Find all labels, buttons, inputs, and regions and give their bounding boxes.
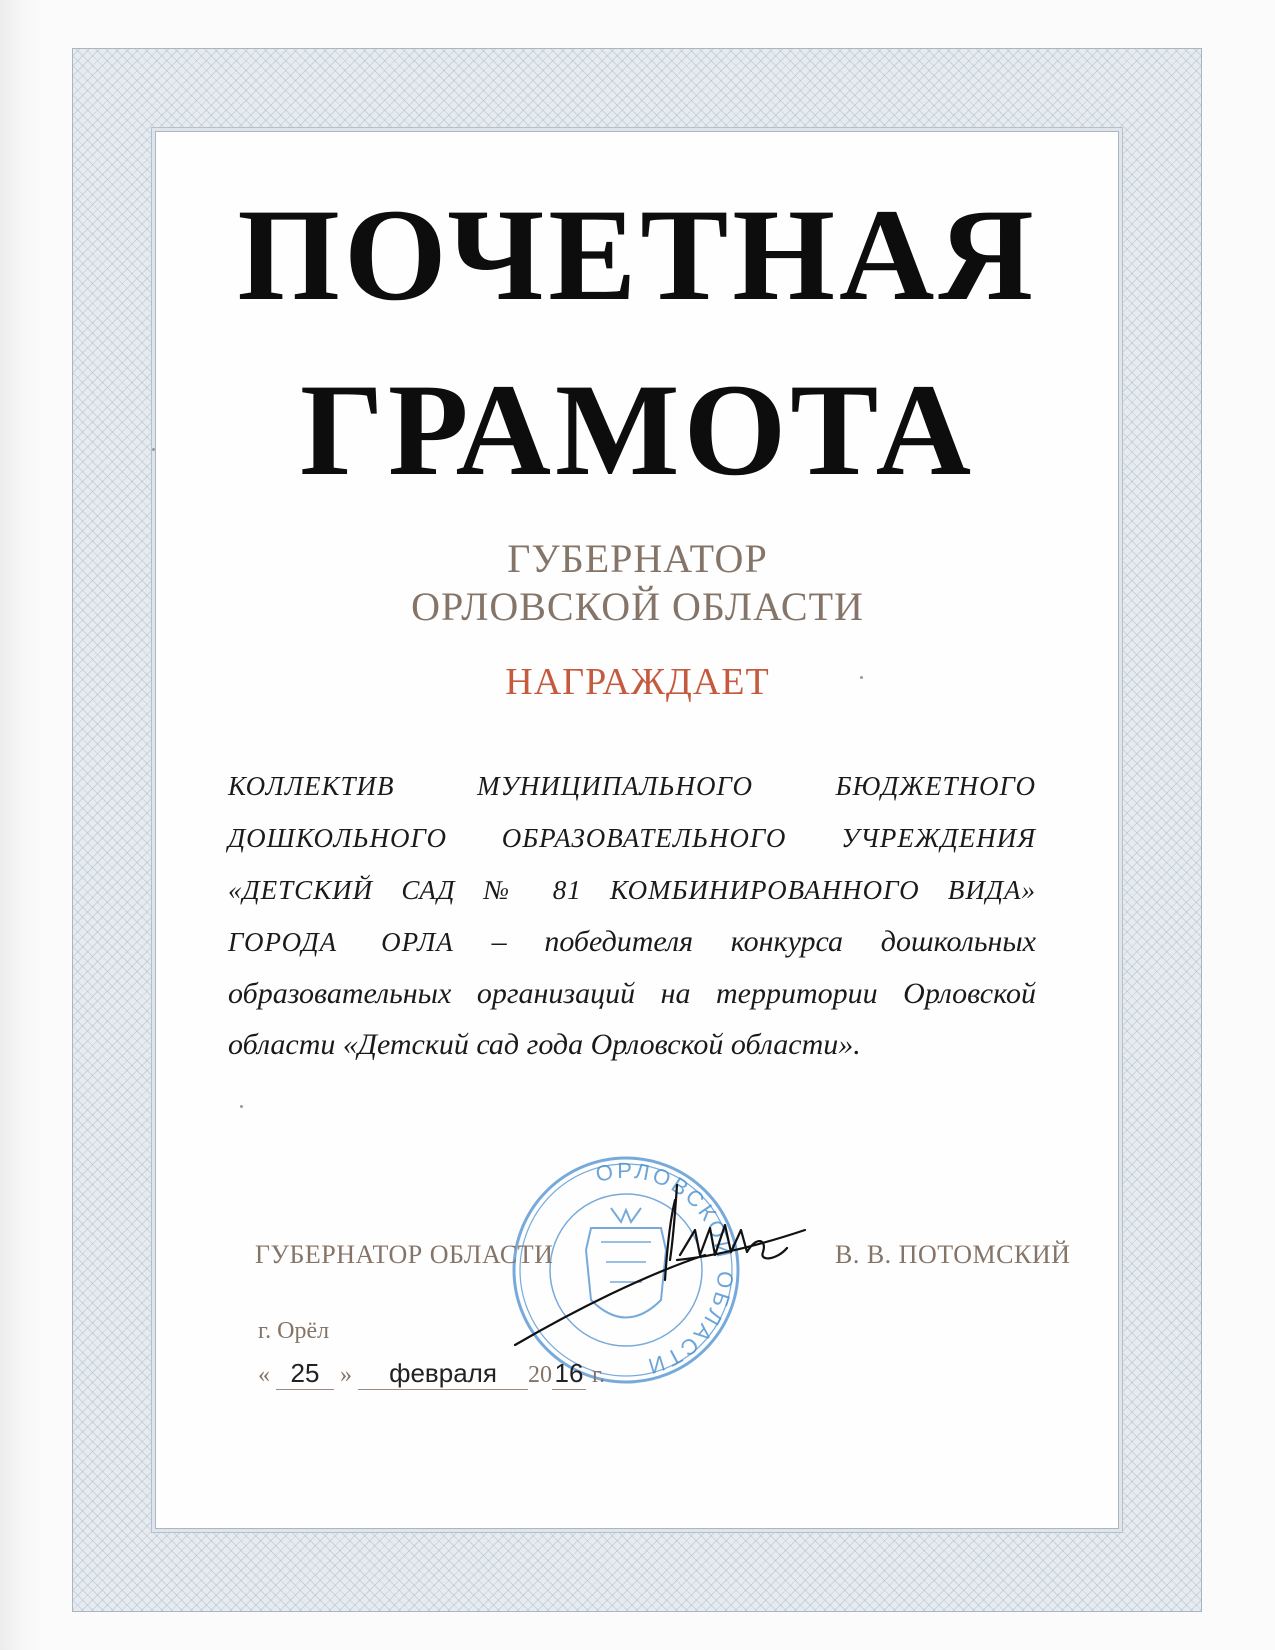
date-quote-close: » bbox=[340, 1362, 352, 1388]
issuer-line2: ОРЛОВСКОЙ ОБЛАСТИ bbox=[411, 584, 864, 629]
signer-title: ГУБЕРНАТОР ОБЛАСТИ bbox=[255, 1240, 554, 1269]
date-year-prefix: 20 bbox=[528, 1362, 552, 1388]
issuer-line1: ГУБЕРНАТОР bbox=[507, 536, 768, 581]
scan-speck bbox=[240, 1105, 243, 1108]
recipient-name: КОЛЛЕКТИВ МУНИЦИПАЛЬНОГО БЮДЖЕТНОГО ДОШКОЛЬНОГО ОБРАЗОВАТЕЛЬНОГО УЧРЕЖДЕНИЯ «ДЕТСКИЙ САД № 81 КОМБИНИРОВАННОГО ВИДА» ГОРОДА ОРЛА bbox=[228, 771, 1036, 957]
date-year-suffix: 16 bbox=[552, 1358, 586, 1390]
date-year-unit: г. bbox=[592, 1362, 606, 1388]
issue-date bbox=[258, 1358, 605, 1390]
awards-heading: НАГРАЖДАЕТ bbox=[505, 661, 770, 703]
date-month: февраля bbox=[358, 1358, 528, 1390]
recipient-reason: – победителя конкурса дошкольных образовательных организаций на территории Орловской области «Детский сад года Орловской области». bbox=[228, 925, 1037, 1061]
date-quote-open: « bbox=[258, 1362, 270, 1388]
stamp-text: ОРЛОВСКОЙ ОБЛАСТИ bbox=[593, 1157, 739, 1380]
scan-speck bbox=[860, 676, 863, 679]
handwritten-signature bbox=[495, 1160, 815, 1360]
recipient-paragraph bbox=[228, 760, 1036, 1070]
scan-speck bbox=[152, 448, 155, 451]
signer-name: В. В. ПОТОМСКИЙ bbox=[835, 1240, 1071, 1269]
issue-city: г. Орёл bbox=[258, 1318, 330, 1344]
certificate-title-line2: ГРАМОТА bbox=[299, 356, 976, 503]
date-day: 25 bbox=[276, 1358, 334, 1390]
certificate-title-line1: ПОЧЕТНАЯ bbox=[237, 181, 1038, 328]
